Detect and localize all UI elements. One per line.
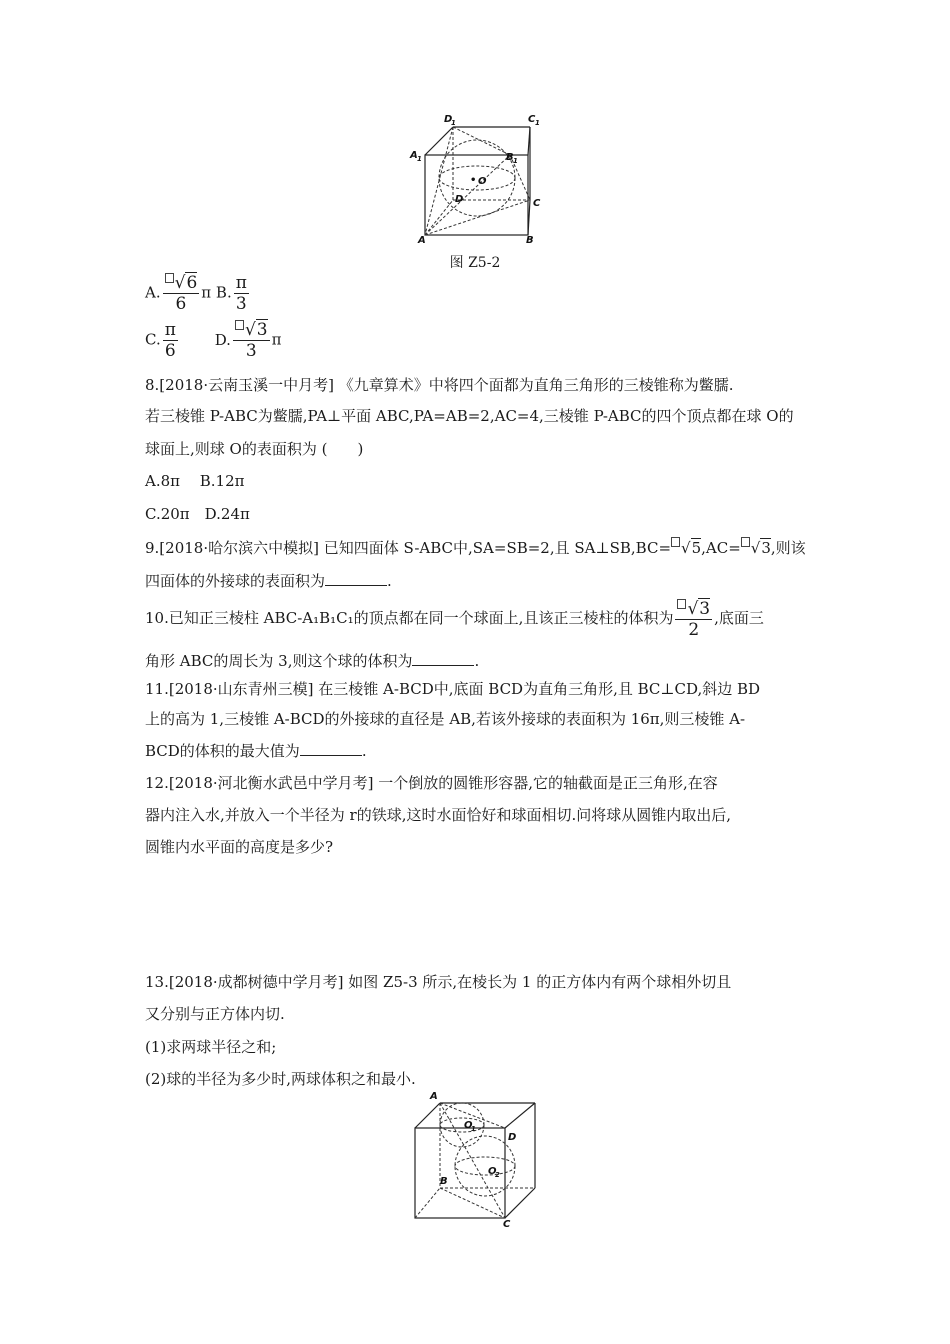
figure-cube-sphere — [400, 110, 560, 250]
sphere-2 — [455, 1136, 515, 1196]
q7-options-row2: C. $\frac{\pi}{6}$ D. $\frac{√3}{3}$ π — [145, 320, 282, 361]
q12-line1: 12.[2018·河北衡水武邑中学月考] 一个倒放的圆锥形容器,它的轴截面是正三角形,在容 — [145, 774, 718, 792]
q9-line1: 9.[2018·哈尔滨六中模拟] 已知四面体 S-ABC中,SA=SB=2,且 SA⊥SB,BC= √5,AC= √3,则该 — [145, 539, 806, 557]
svg-text:1: 1 — [417, 155, 422, 163]
q8-line2: 若三棱锥 P-ABC为鳖臑,PA⊥平面 ABC,PA=AB=2,AC=4,三棱锥 P-ABC的四个顶点都在球 O的 — [145, 407, 794, 425]
answer-blank — [325, 571, 387, 586]
sphere-1 — [440, 1103, 484, 1147]
q13-line2: 又分别与正方体内切. — [145, 1005, 285, 1023]
q11-line3: BCD的体积的最大值为 . — [145, 742, 367, 760]
label-A: A — [418, 235, 426, 246]
q9-line2: 四面体的外接球的表面积为 . — [145, 572, 392, 590]
q13-part1: (1)求两球半径之和; — [145, 1038, 277, 1056]
label-C: C — [533, 198, 541, 209]
q11-line2: 上的高为 1,三棱锥 A-BCD的外接球的直径是 AB,若该外接球的表面积为 16π,则三棱锥 A- — [145, 710, 746, 728]
fraction-volume: $\frac{√3}{2}$ — [675, 599, 712, 640]
label-dot: • — [470, 175, 477, 186]
q10-line2: 角形 ABC的周长为 3,则这个球的体积为 . — [145, 652, 480, 670]
label-B: B — [440, 1176, 448, 1187]
q13-line1: 13.[2018·成都树德中学月考] 如图 Z5-3 所示,在棱长为 1 的正方体内有两个球相外切且 — [145, 973, 732, 991]
svg-text:1: 1 — [471, 1125, 476, 1133]
answer-blank — [412, 651, 474, 666]
q11-line1: 11.[2018·山东青州三模] 在三棱锥 A-BCD中,底面 BCD为直角三角形,且 BC⊥CD,斜边 BD — [145, 680, 761, 698]
fraction-d: $\frac{√3}{3}$ — [233, 320, 270, 361]
label-B: B — [526, 235, 534, 246]
label-B1: B — [506, 152, 514, 163]
label-A1: A — [410, 150, 418, 161]
label-O1: O — [464, 1120, 473, 1131]
q12-line2: 器内注入水,并放入一个半径为 r的铁球,这时水面恰好和球面相切.问将球从圆锥内取出后, — [145, 806, 732, 824]
answer-blank — [300, 741, 362, 756]
fraction-a: $\frac{√6}{6}$ — [163, 273, 200, 314]
q10-line1: 10.已知正三棱柱 ABC-A₁B₁C₁的顶点都在同一个球面上,且该正三棱柱的体积为 $\frac{√3}{2}$ ,底面三 — [145, 598, 764, 640]
svg-text:1: 1 — [535, 119, 540, 127]
q8-options-ab: A.8π B.12π — [145, 472, 245, 490]
label-A: A — [430, 1091, 438, 1102]
q8-line1: 8.[2018·云南玉溪一中月考] 《九章算术》中将四个面都为直角三角形的三棱锥称为鳖臑. — [145, 376, 734, 394]
svg-text:1: 1 — [513, 157, 518, 165]
fraction-c: $\frac{\pi}{6}$ — [164, 320, 176, 361]
label-D1: D — [444, 114, 453, 125]
label-O2: O — [488, 1166, 497, 1177]
q13-part2: (2)球的半径为多少时,两球体积之和最小. — [145, 1070, 416, 1088]
q8-options-cd: C.20π D.24π — [145, 505, 250, 523]
svg-text:1: 1 — [451, 119, 456, 127]
q8-line3: 球面上,则球 O的表面积为 ( ) — [145, 440, 364, 458]
q12-line3: 圆锥内水平面的高度是多少? — [145, 838, 334, 856]
label-O: O — [478, 176, 487, 187]
label-D: D — [455, 194, 464, 205]
label-D: D — [508, 1132, 517, 1143]
label-C: C — [503, 1219, 511, 1228]
q7-options-row1: A. $\frac{√6}{6}$ π B. $\frac{\pi}{3}$ — [145, 273, 247, 314]
label-C1: C — [528, 114, 536, 125]
figure-caption: 图 Z5-2 — [449, 255, 501, 271]
figure-cube-two-spheres — [400, 1088, 560, 1228]
svg-text:2: 2 — [495, 1171, 500, 1179]
fraction-b: $\frac{\pi}{3}$ — [235, 273, 247, 314]
